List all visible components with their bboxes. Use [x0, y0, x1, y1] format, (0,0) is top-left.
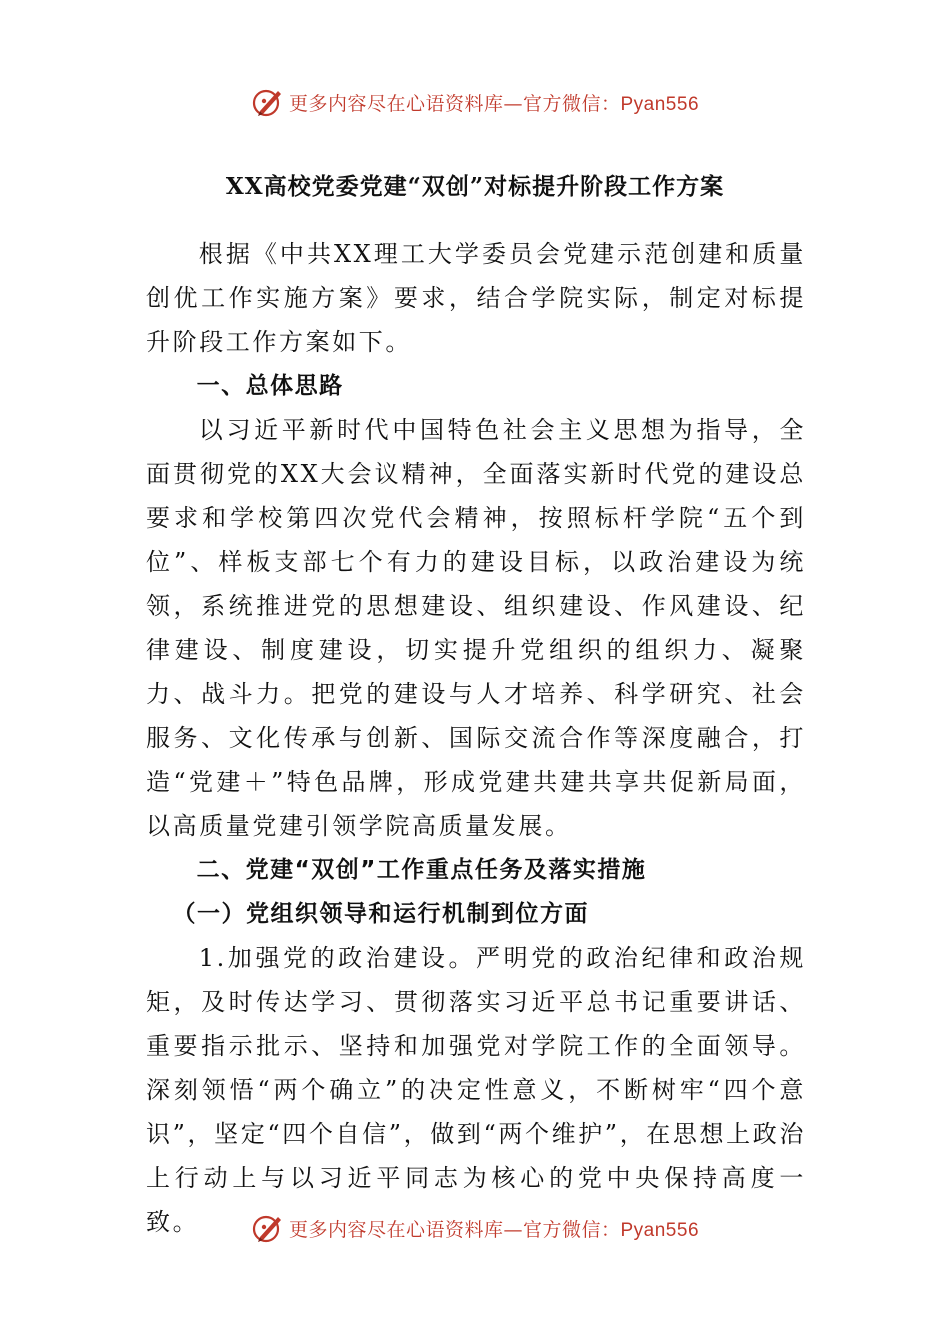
section1-paragraph: 以习近平新时代中国特色社会主义思想为指导，全面贯彻党的XX大会议精神，全面落实新时代党的建设总要求和学校第四次党代会精神，按照标杆学院“五个到位”、样板支部七个有力的建设目标，以政治建设为统领，系统推进党的思想建设、组织建设、作风建设、纪律建设、制度建设，切实提升党组织的组织力、凝聚力、战斗力。把党的建设与人才培养、科学研究、社会服务、文化传承与创新、国际交流合作等深度融合，打造“党建＋”特色品牌，形成党建共建共享共促新局面，以高质量党建引领学院高质量发展。	[146, 416, 806, 840]
pen-logo-icon	[251, 85, 285, 119]
wechat-id: Pyan556	[620, 1219, 700, 1241]
section1-heading: 一、总体思路	[196, 373, 344, 399]
section2-heading: 二、党建“双创”工作重点任务及落实措施	[196, 857, 647, 883]
intro-paragraph: 根据《中共XX理工大学委员会党建示范创建和质量创优工作实施方案》要求，结合学院实际，制定对标提升阶段工作方案如下。	[146, 240, 806, 356]
subsection1-heading: （一）党组织领导和运行机制到位方面	[172, 901, 589, 927]
document-body	[146, 232, 806, 1244]
pen-logo-icon	[251, 1211, 285, 1245]
watermark-header	[0, 80, 950, 124]
wechat-id: Pyan556	[620, 93, 700, 115]
watermark-text: 更多内容尽在心语资料库—官方微信：Pyan556	[288, 92, 700, 115]
item1-paragraph: 1.加强党的政治建设。严明党的政治纪律和政治规矩，及时传达学习、贯彻落实习近平总书记重要讲话、重要指示批示、坚持和加强党对学院工作的全面领导。深刻领悟“两个确立”的决定性意义，不断树牢“四个意识”，坚定“四个自信”，做到“两个维护”，在思想上政治上行动上与以习近平同志为核心的党中央保持高度一致。	[146, 944, 806, 1236]
document-title: XX高校党委党建“双创”对标提升阶段工作方案	[225, 173, 725, 200]
watermark-text: 更多内容尽在心语资料库—官方微信：Pyan556	[288, 1218, 700, 1241]
watermark-footer	[0, 1206, 950, 1250]
